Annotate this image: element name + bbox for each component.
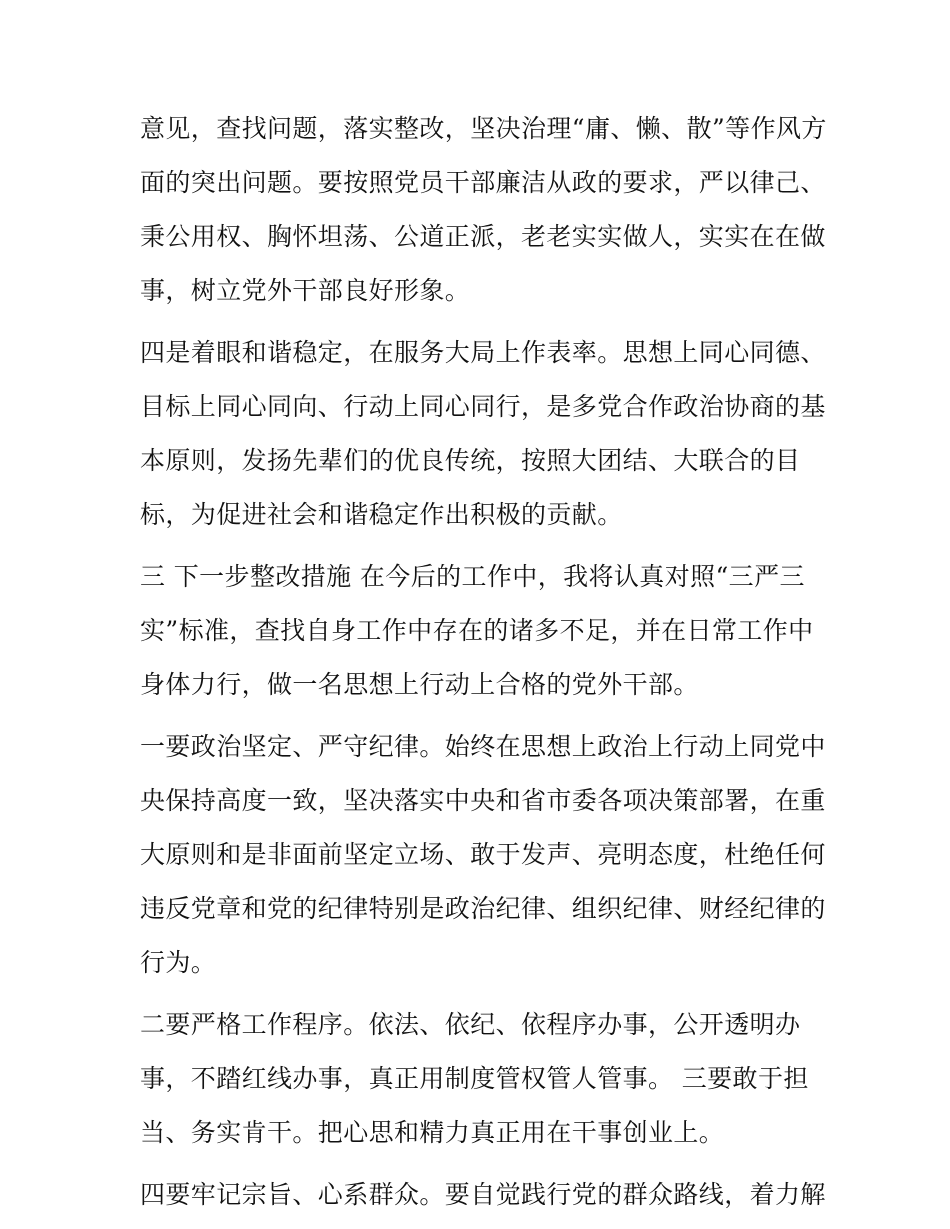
text-line: 当、务实肯干。把心思和精力真正用在干事创业上。 (140, 1118, 725, 1147)
text-line: 二要严格工作程序。依法、依纪、依程序办事，公开透明办 (140, 1010, 801, 1039)
text-line: 央保持高度一致，坚决落实中央和省市委各项决策部署，在重 (140, 786, 826, 815)
text-line: 行为。 (140, 948, 217, 977)
text-line: 面的突出问题。要按照党员干部廉洁从政的要求，严以律己、 (140, 168, 826, 197)
text-line: 四是着眼和谐稳定，在服务大局上作表率。思想上同心同德、 (140, 338, 826, 367)
text-line: 本原则，发扬先辈们的优良传统，按照大团结、大联合的目 (140, 446, 801, 475)
text-line: 实”标准，查找自身工作中存在的诸多不足，并在日常工作中 (140, 616, 814, 645)
paragraph-gap (140, 542, 820, 550)
text-line: 三 下一步整改措施 在今后的工作中，我将认真对照“三严三 (140, 562, 805, 591)
paragraph-2 (140, 326, 826, 542)
text-line: 秉公用权、胸怀坦荡、公道正派，老老实实做人，实实在在做 (140, 222, 826, 251)
paragraph-6 (140, 1168, 826, 1222)
paragraph-gap (140, 712, 820, 720)
document-body (140, 102, 827, 1222)
paragraph-gap (140, 990, 820, 998)
paragraph-5 (140, 998, 820, 1160)
paragraph-gap (140, 318, 820, 326)
text-line: 大原则和是非面前坚定立场、敢于发声、亮明态度，杜绝任何 (140, 840, 826, 869)
paragraph-4 (140, 720, 826, 990)
paragraph-gap (140, 1160, 820, 1168)
text-line: 身体力行，做一名思想上行动上合格的党外干部。 (140, 670, 699, 699)
text-line: 目标上同心同向、行动上同心同行，是多党合作政治协商的基 (140, 392, 826, 421)
paragraph-3 (140, 550, 820, 712)
text-line: 事，树立党外干部良好形象。 (140, 276, 471, 305)
text-line: 违反党章和党的纪律特别是政治纪律、组织纪律、财经纪律的 (140, 894, 826, 923)
paragraph-1 (140, 102, 827, 318)
text-line: 一要政治坚定、严守纪律。始终在思想上政治上行动上同党中 (140, 732, 826, 761)
text-line: 意见，查找问题，落实整改，坚决治理“庸、懒、散”等作风方 (140, 114, 827, 143)
text-line: 四要牢记宗旨、心系群众。要自觉践行党的群众路线，着力解 (140, 1180, 826, 1209)
text-line: 标，为促进社会和谐稳定作出积极的贡献。 (140, 500, 623, 529)
text-line: 事，不踏红线办事，真正用制度管权管人管事。 三要敢于担 (140, 1064, 809, 1093)
